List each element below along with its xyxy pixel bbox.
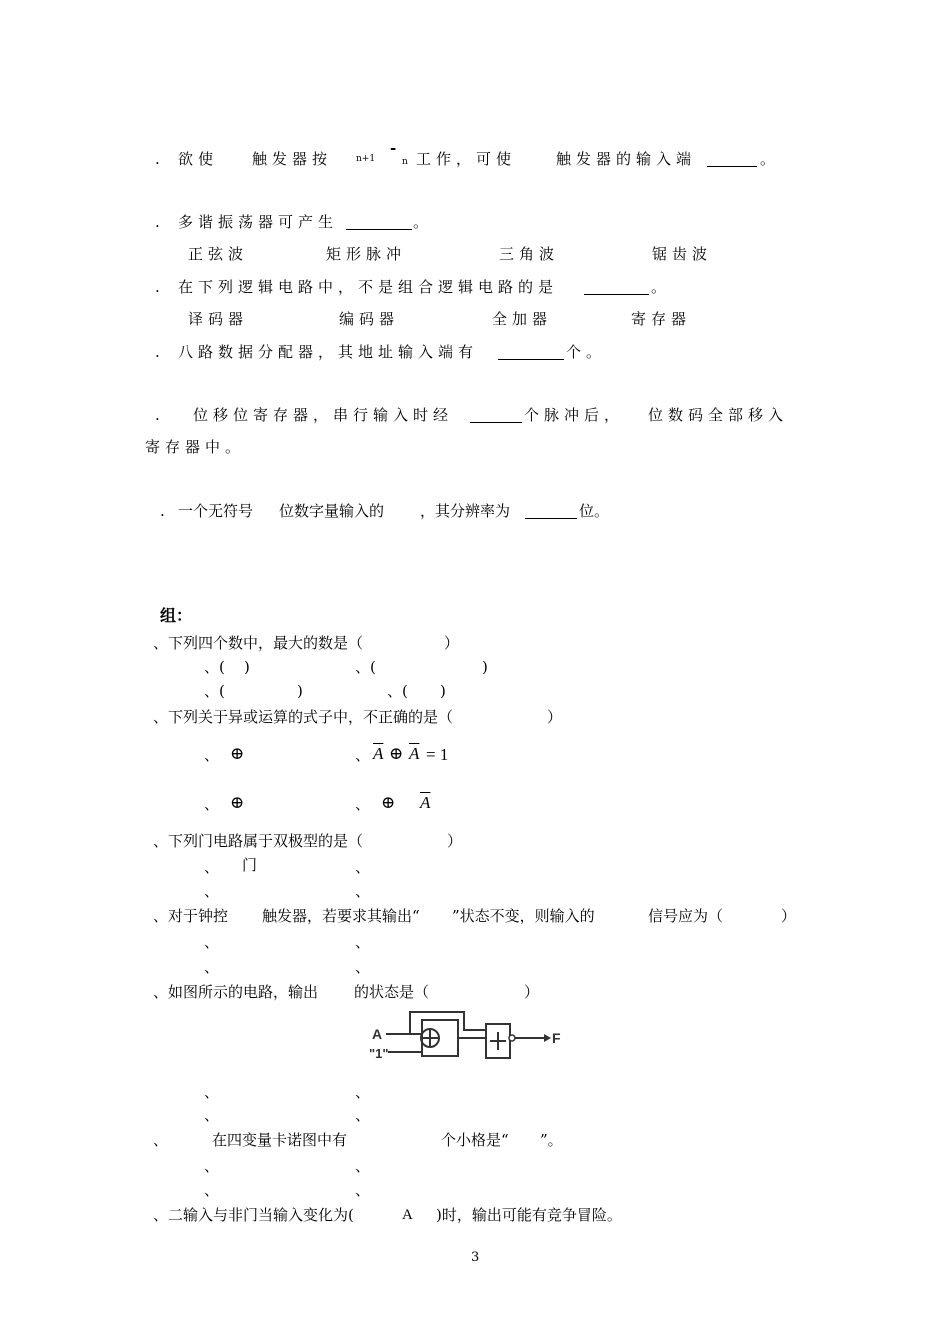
m4-close: ） — [781, 907, 797, 925]
circuit-input-1-label: "1" — [369, 1046, 389, 1061]
m5-circuit-diagram — [366, 1008, 566, 1070]
m3-close: ） — [447, 832, 463, 850]
m4-stem-d: 信号应为（ — [648, 907, 724, 925]
m5-option-c-mark: 、 — [204, 1106, 220, 1124]
m4-option-c-mark: 、 — [204, 958, 220, 976]
q4-dot: . — [155, 343, 165, 361]
q3-dot: . — [155, 278, 165, 296]
m3-option-a-mark: 、 — [204, 858, 220, 876]
m2-option-c-xor: ⊕ — [230, 793, 245, 813]
m6-text-c: ”。 — [540, 1131, 563, 1149]
q1-subscript: n — [402, 157, 408, 167]
m6-text-b: 个小格是“ — [441, 1131, 509, 1149]
m2-option-b-abar1: $\overline{A}$ — [373, 744, 384, 763]
q6-end: 位。 — [579, 502, 610, 520]
m6-option-a-mark: 、 — [204, 1157, 220, 1175]
m2-option-b-mark: 、 — [355, 746, 371, 764]
q1-dot: . — [155, 150, 165, 168]
group-label: 组： — [160, 606, 193, 625]
q4-answer-blank[interactable] — [498, 345, 564, 360]
q5-text-a: 位移位寄存器，串行输入时经 — [193, 406, 454, 424]
page-number: 3 — [471, 1250, 480, 1265]
m5-close: ） — [524, 983, 540, 1001]
m2-option-b-equals: = 1 — [426, 745, 449, 764]
q3-option-d: 寄存器 — [631, 310, 692, 328]
m5-option-b-mark: 、 — [355, 1083, 371, 1101]
q6-dot: . — [160, 502, 165, 520]
q3-option-c: 全加器 — [492, 310, 553, 328]
m7-text-a: 、二输入与非门当输入变化为( — [153, 1206, 354, 1224]
m1-option-b-close: ) — [482, 658, 488, 676]
circuit-output-f-label: F — [552, 1030, 561, 1046]
m4-stem-b: 触发器，若要求其输出“ — [262, 907, 420, 925]
m2-stem: 、下列关于异或运算的式子中，不正确的是（ — [153, 708, 454, 726]
m5-stem: 、如图所示的电路，输出 — [153, 983, 319, 1001]
m1-option-c-close: ) — [297, 682, 303, 700]
m2-close: ） — [547, 708, 563, 726]
m2-option-d-xor: ⊕ — [381, 793, 396, 813]
m3-option-c-mark: 、 — [204, 882, 220, 900]
q2-option-c: 三角波 — [499, 245, 560, 263]
q6-text-c: ，其分辨率为 — [420, 502, 511, 520]
m5-option-a-mark: 、 — [204, 1083, 220, 1101]
m2-option-d-mark: 、 — [355, 795, 371, 813]
q6-text-b: 位数字量输入的 — [279, 502, 385, 520]
m1-option-b-open: 、( — [355, 658, 376, 676]
q5-text-c: 位数码全部移入 — [648, 406, 789, 424]
m4-option-b-mark: 、 — [355, 933, 371, 951]
m1-option-c-open: 、( — [204, 682, 225, 700]
m2-option-a-mark: 、 — [204, 746, 220, 764]
m5-option-d-mark: 、 — [355, 1106, 371, 1124]
m2-option-c-mark: 、 — [204, 795, 220, 813]
q5-dot: . — [155, 406, 165, 424]
m4-option-d-mark: 、 — [355, 958, 371, 976]
m2-option-a-xor: ⊕ — [230, 744, 245, 764]
q5-answer-blank[interactable] — [470, 408, 522, 423]
q2-option-d: 锯齿波 — [652, 245, 713, 263]
m1-option-d-close: ) — [440, 682, 446, 700]
m6-lead: 、 — [153, 1131, 169, 1149]
q1-text-b: 触发器按 — [252, 150, 333, 168]
q5-text-b: 个脉冲后， — [524, 406, 625, 424]
m6-text-a: 在四变量卡诺图中有 — [212, 1131, 348, 1149]
q3-end: 。 — [651, 278, 667, 296]
m4-option-a-mark: 、 — [204, 933, 220, 951]
m3-option-a-gate: 门 — [242, 856, 258, 874]
q1-bar: - — [390, 139, 397, 157]
m7-answer: A — [402, 1207, 413, 1223]
q3-answer-blank[interactable] — [584, 280, 649, 295]
m5-stem-b: 的状态是（ — [354, 983, 430, 1001]
m6-option-c-mark: 、 — [204, 1181, 220, 1199]
q6-text-a: 一个无符号 — [178, 502, 254, 520]
m1-option-d-open: 、( — [387, 682, 408, 700]
q1-end: 。 — [760, 150, 776, 168]
q2-dot: . — [155, 213, 165, 231]
m3-option-d-mark: 、 — [355, 882, 371, 900]
q2-text: 多谐振荡器可产生 — [178, 213, 339, 231]
m6-option-b-mark: 、 — [355, 1157, 371, 1175]
m2-option-d-abar: $\overline{A}$ — [420, 793, 431, 812]
q2-answer-blank[interactable] — [346, 215, 412, 230]
q2-end: 。 — [413, 213, 429, 231]
m7-text-b: )时，输出可能有竞争冒险。 — [436, 1206, 622, 1224]
m2-option-b-xor: ⊕ — [389, 744, 404, 764]
m1-option-a-open: 、( — [204, 658, 225, 676]
m6-option-d-mark: 、 — [355, 1181, 371, 1199]
q3-text: 在下列逻辑电路中，不是组合逻辑电路的是 — [178, 278, 559, 296]
q3-option-a: 译码器 — [188, 310, 249, 328]
q4-end: 个。 — [566, 343, 607, 361]
m2-option-b-abar2: $\overline{A}$ — [409, 744, 420, 763]
q1-text-c: 工作，可使 — [416, 150, 517, 168]
q1-text-a: 欲使 — [178, 150, 219, 168]
m1-option-a-close: ) — [244, 658, 250, 676]
q4-text: 八路数据分配器，其地址输入端有 — [178, 343, 479, 361]
q1-answer-blank[interactable] — [707, 152, 757, 167]
q2-option-b: 矩形脉冲 — [326, 245, 407, 263]
m4-stem-a: 、对于钟控 — [153, 907, 229, 925]
circuit-input-a-label: A — [372, 1026, 383, 1042]
q1-superscript: n+1 — [356, 154, 376, 164]
m4-stem-c: ”状态不变，则输入的 — [452, 907, 595, 925]
q6-answer-blank[interactable] — [525, 504, 577, 519]
q1-text-d: 触发器的输入端 — [556, 150, 697, 168]
m3-option-b-mark: 、 — [355, 858, 371, 876]
m3-stem: 、下列门电路属于双极型的是（ — [153, 832, 364, 850]
q3-option-b: 编码器 — [339, 310, 400, 328]
m1-close: ） — [444, 634, 460, 652]
q5-line2: 寄存器中。 — [145, 438, 246, 456]
q2-option-a: 正弦波 — [188, 245, 249, 263]
m1-stem: 、下列四个数中，最大的数是（ — [153, 634, 364, 652]
